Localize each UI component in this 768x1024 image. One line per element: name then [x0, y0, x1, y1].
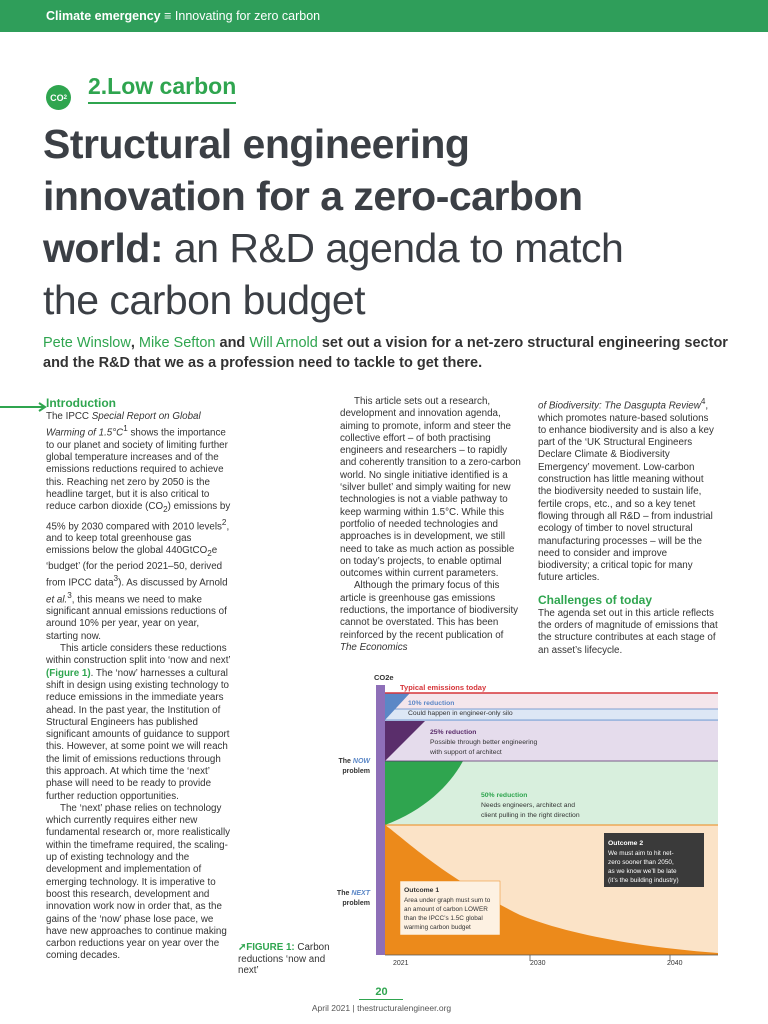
svg-text:with support of architect: with support of architect — [430, 749, 502, 756]
title-line-1: Structural engineering — [43, 121, 470, 167]
svg-text:Needs engineers, architect and: Needs engineers, architect and — [481, 802, 576, 809]
figure-1-diagram — [336, 673, 718, 967]
page-title — [43, 118, 733, 326]
footer-text: April 2021 | thestructuralengineer.org — [311, 1003, 452, 1013]
svg-text:10% reduction: 10% reduction — [408, 700, 455, 707]
svg-text:as we know we’ll be late: as we know we’ll be late — [608, 868, 677, 875]
svg-text:Outcome 1: Outcome 1 — [404, 887, 440, 894]
running-header — [46, 9, 320, 23]
author-link[interactable]: Mike Sefton — [138, 335, 216, 351]
typical-emissions-label: Typical emissions today — [400, 683, 487, 692]
column-3 — [538, 396, 718, 657]
standfirst: Pete Winslow, Mike Sefton and Will Arnold set out a vision for a net-zero structural engineering sector and the R&D that we as a profession need to tackle to get there. — [43, 335, 728, 371]
svg-text:problem: problem — [342, 900, 370, 907]
title-line-4: the carbon budget — [43, 277, 366, 323]
footer-divider — [359, 999, 403, 1000]
svg-text:client pulling in the right di: client pulling in the right direction — [481, 812, 580, 819]
x-tick: 2030 — [530, 960, 546, 967]
svg-text:The NOW: The NOW — [338, 758, 370, 765]
figure-link[interactable]: (Figure 1) — [46, 667, 91, 679]
paragraph: of Biodiversity: The Dasgupta Review$^4$, which promotes nature-based solutions to enhance biodiversity and is also a key part of the ‘UK Structural Engineers Declare Climate & Biodiversity Emergency’ movement. Low-carbon construction has little meaning without the biodiversity needed to sustain life, fertile crops, etc., and so a key tenet flowing through all R&D – from industrial ecology of timber to novel structural manufacturing processes – will be the need to consider and improve biodiversity; a critical topic for many future articles. — [538, 397, 714, 584]
caption-label: ➚FIGURE 1: — [238, 942, 295, 953]
svg-text:problem: problem — [342, 768, 370, 775]
svg-text:warming carbon budget: warming carbon budget — [404, 924, 471, 931]
page-number: 20 — [375, 986, 388, 998]
x-tick: 2040 — [667, 960, 683, 967]
svg-text:Possible through better engine: Possible through better engineering — [430, 739, 538, 746]
svg-text:Outcome 2: Outcome 2 — [608, 840, 644, 847]
y-axis-bar — [376, 685, 385, 955]
column-1 — [46, 396, 231, 963]
title-line-3: world: an R&D agenda to match — [43, 225, 624, 271]
svg-text:We must aim to hit net-: We must aim to hit net- — [608, 850, 674, 857]
paragraph: The agenda set out in this article reflects the orders of magnitude of emissions that the structure contributes at each stage of an asset’s lifecycle. — [538, 607, 718, 656]
paragraph: The ‘next’ phase relies on technology which currently requires either new fundamental research or, more realistically within the timeframe required, the scaling-up of existing technology and the development and implementation of emerging technology. It is imperative to boost this research, development and innovation work now in order that, as the gains of the ‘now’ phase lose pace, we have new approaches to continue making carbon reductions year on year over the coming decades. — [46, 802, 231, 962]
title-line-2: innovation for a zero-carbon — [43, 173, 583, 219]
svg-text:The NEXT: The NEXT — [336, 890, 370, 897]
svg-text:an amount of carbon LOWER: an amount of carbon LOWER — [404, 906, 488, 913]
paragraph: Although the primary focus of this article is greenhouse gas emissions reductions, the importance of biodiversity cannot be overstated. This has been reinforced by the recent publication of The Economics — [340, 580, 519, 653]
paragraph: This article sets out a research, development and innovation agenda, aiming to promote, inform and steer the collective effort – of both practising engineers and researchers – to rapidly and coherently transition to a zero-carbon world. No single initiative identified is a ‘silver bullet’ and simply waiting for new technologies is not a viable pathway to keep warming within 1.5°C. While this portfolio of needed technologies and approaches is in development, we still need to take as much action as possible on today’s projects, to enable optimal outcomes within current parameters. — [340, 396, 521, 580]
header-subsection: Innovating for zero carbon — [174, 9, 321, 23]
heading-introduction: Introduction — [46, 396, 116, 410]
header-section: Climate emergency — [46, 9, 161, 23]
header-bar — [0, 0, 768, 32]
svg-text:zero sooner than 2050,: zero sooner than 2050, — [608, 859, 674, 866]
column-2 — [340, 396, 522, 654]
svg-text:25% reduction: 25% reduction — [430, 729, 477, 736]
section-tag: 2.Low carbon — [88, 73, 236, 104]
author-link[interactable]: Will Arnold — [249, 335, 318, 351]
svg-text:than the IPCC’s 1.5C global: than the IPCC’s 1.5C global — [404, 915, 483, 922]
svg-text:50% reduction: 50% reduction — [481, 792, 528, 799]
heading-challenges: Challenges of today — [538, 592, 653, 607]
svg-text:Could happen in engineer-only: Could happen in engineer-only silo — [408, 710, 513, 717]
x-tick: 2021 — [393, 960, 409, 967]
co2-badge-icon: CO 2 — [46, 85, 71, 110]
menu-icon: ≡ — [164, 9, 172, 23]
arrow-right-icon — [0, 402, 48, 412]
author-link[interactable]: Pete Winslow — [43, 335, 131, 351]
paragraph: The IPCC Special Report on Global Warming of $1.5^\circ C^1$ shows the importance to our planet and society of limiting further global temperature increases and of the emissions reductions required to achieve this. Reaching net zero by 2050 is the headline target, but it is also critical to reduce carbon dioxide $(CO_2)$ emissions by 45% by 2030 compared with 2010 levels$^2$, and to keep total greenhouse gas emissions below the global 440GtCO$_2$e ‘budget’ (for the period 2021–50, derived from IPCC data$^3$). As discussed by Arnold et al.$^3$, this means we need to make significant annual emissions reductions of around 10% per year, year on year, starting now. — [46, 411, 231, 642]
figure-caption: ➚FIGURE 1: Carbon reductions ‘now and next’ — [238, 942, 330, 976]
svg-text:Area under graph must sum to: Area under graph must sum to — [404, 897, 491, 904]
paragraph: This article considers these reductions within construction split into ‘now and next’ (Figure 1). The ‘now’ harnesses a cultural shift in design using existing technology to reduce emissions in the immediate years ahead. In the past year, the Institution of Structural Engineers has published significant amounts of guidance to support this. However, at some point we will reach the limit of emissions reductions through this approach. At which time the ‘next’ phase will need to be ready to provide further reduction opportunities. — [46, 643, 231, 802]
svg-text:(it’s the building industry): (it’s the building industry) — [608, 877, 679, 884]
site-link[interactable]: thestructuralengineer.org — [357, 1003, 452, 1013]
y-axis-label: CO2e — [374, 673, 394, 682]
